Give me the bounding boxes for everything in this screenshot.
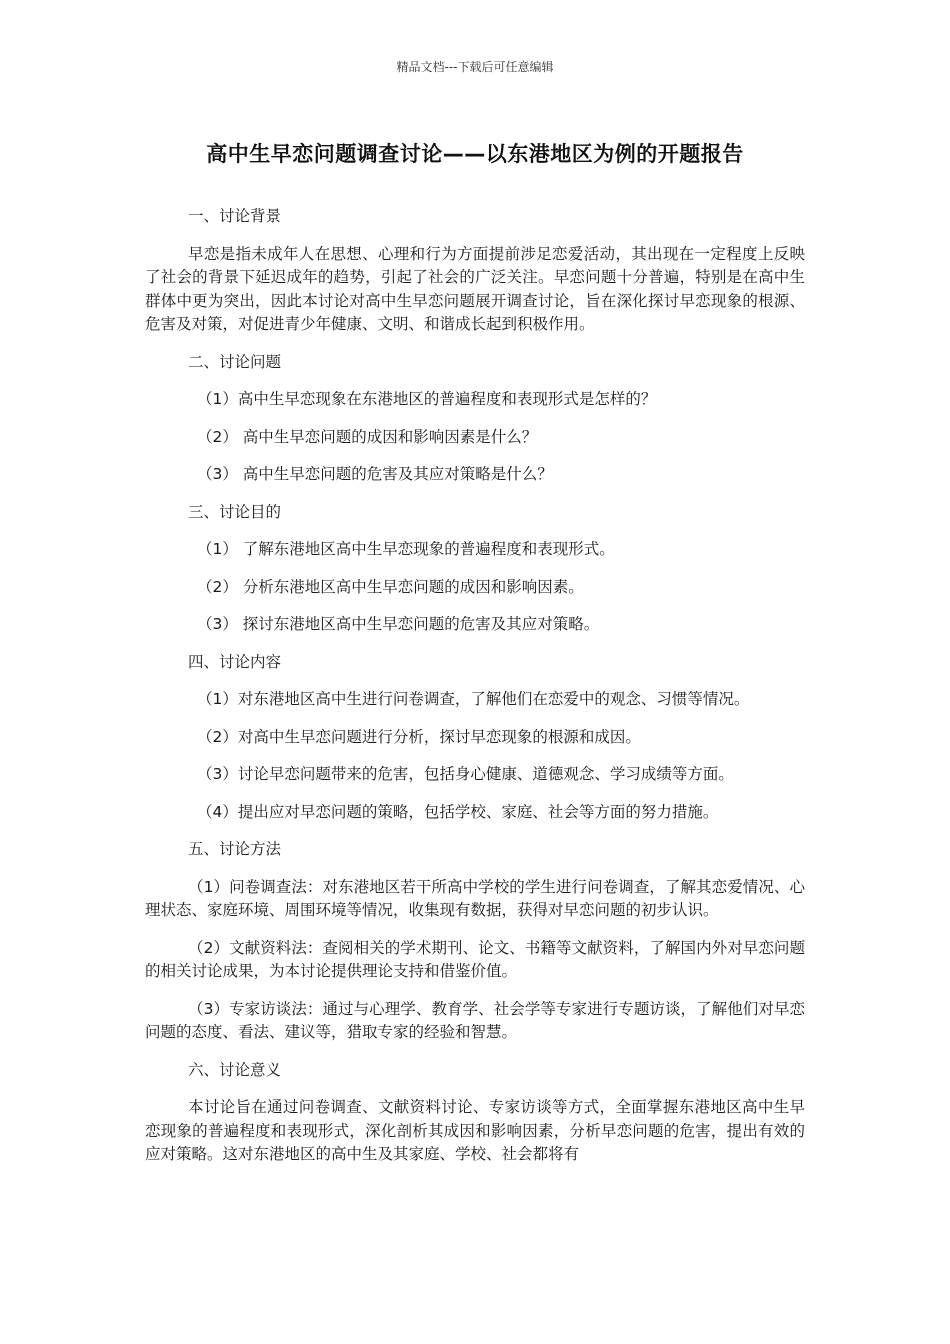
document-body <box>145 205 805 1167</box>
content-item: （4）提出应对早恋问题的策略，包括学校、家庭、社会等方面的努力措施。 <box>197 802 719 821</box>
significance-paragraph: 本讨论旨在通过问卷调查、文献资料讨论、专家访谈等方式，全面掌握东港地区高中生早恋现象的普遍程度和表现形式，深化剖析其成因和影响因素，分析早恋问题的危害，提出有效的应对策略。这对东港地区的高中生及其家庭、学校、社会都将有 <box>145 1098 805 1163</box>
document-title: 高中生早恋问题调查讨论——以东港地区为例的开题报告 <box>206 142 744 166</box>
section-heading-questions: 二、讨论问题 <box>188 352 282 371</box>
method-paragraph: （1）问卷调查法：对东港地区若干所高中学校的学生进行问卷调查，了解其恋爱情况、心理状态、家庭环境、周围环境等情况，收集现有数据，获得对早恋问题的初步认识。 <box>145 877 805 919</box>
section-heading-significance: 六、讨论意义 <box>188 1060 282 1079</box>
question-item: （2） 高中生早恋问题的成因和影响因素是什么？ <box>197 427 538 446</box>
section-heading-methods: 五、讨论方法 <box>188 840 282 858</box>
section-heading-content: 四、讨论内容 <box>188 652 282 671</box>
header-note: 精品文档---下载后可任意编辑 <box>396 60 554 74</box>
section-heading-background: 一、讨论背景 <box>188 207 282 225</box>
section-heading-purpose: 三、讨论目的 <box>188 502 282 521</box>
content-item: （2）对高中生早恋问题进行分析，探讨早恋现象的根源和成因。 <box>197 727 641 746</box>
question-item: （3） 高中生早恋问题的危害及其应对策略是什么？ <box>197 465 553 483</box>
background-paragraph: 早恋是指未成年人在思想、心理和行为方面提前涉足恋爱活动，其出现在一定程度上反映了社会的背景下延迟成年的趋势，引起了社会的广泛关注。早恋问题十分普遍，特别是在高中生群体中更为突出，因此本讨论对高中生早恋问题展开调查讨论，旨在深化探讨早恋现象的根源、危害及对策，对促进青少年健康、文明、和谐成长起到积极作用。 <box>145 244 805 333</box>
method-paragraph: （2）文献资料法：查阅相关的学术期刊、论文、书籍等文献资料，了解国内外对早恋问题的相关讨论成果，为本讨论提供理论支持和借鉴价值。 <box>145 938 805 980</box>
purpose-item: （3） 探讨东港地区高中生早恋问题的危害及其应对策略。 <box>197 615 600 633</box>
content-item: （1）对东港地区高中生进行问卷调查，了解他们在恋爱中的观念、习惯等情况。 <box>197 690 750 708</box>
purpose-item: （2） 分析东港地区高中生早恋问题的成因和影响因素。 <box>197 577 584 596</box>
method-paragraph: （3）专家访谈法：通过与心理学、教育学、社会学等专家进行专题访谈，了解他们对早恋问题的态度、看法、建议等，猎取专家的经验和智慧。 <box>145 999 805 1041</box>
content-item: （3）讨论早恋问题带来的危害，包括身心健康、道德观念、学习成绩等方面。 <box>197 765 734 783</box>
purpose-item: （1） 了解东港地区高中生早恋现象的普遍程度和表现形式。 <box>197 540 615 558</box>
question-item: （1）高中生早恋现象在东港地区的普遍程度和表现形式是怎样的？ <box>197 390 657 408</box>
